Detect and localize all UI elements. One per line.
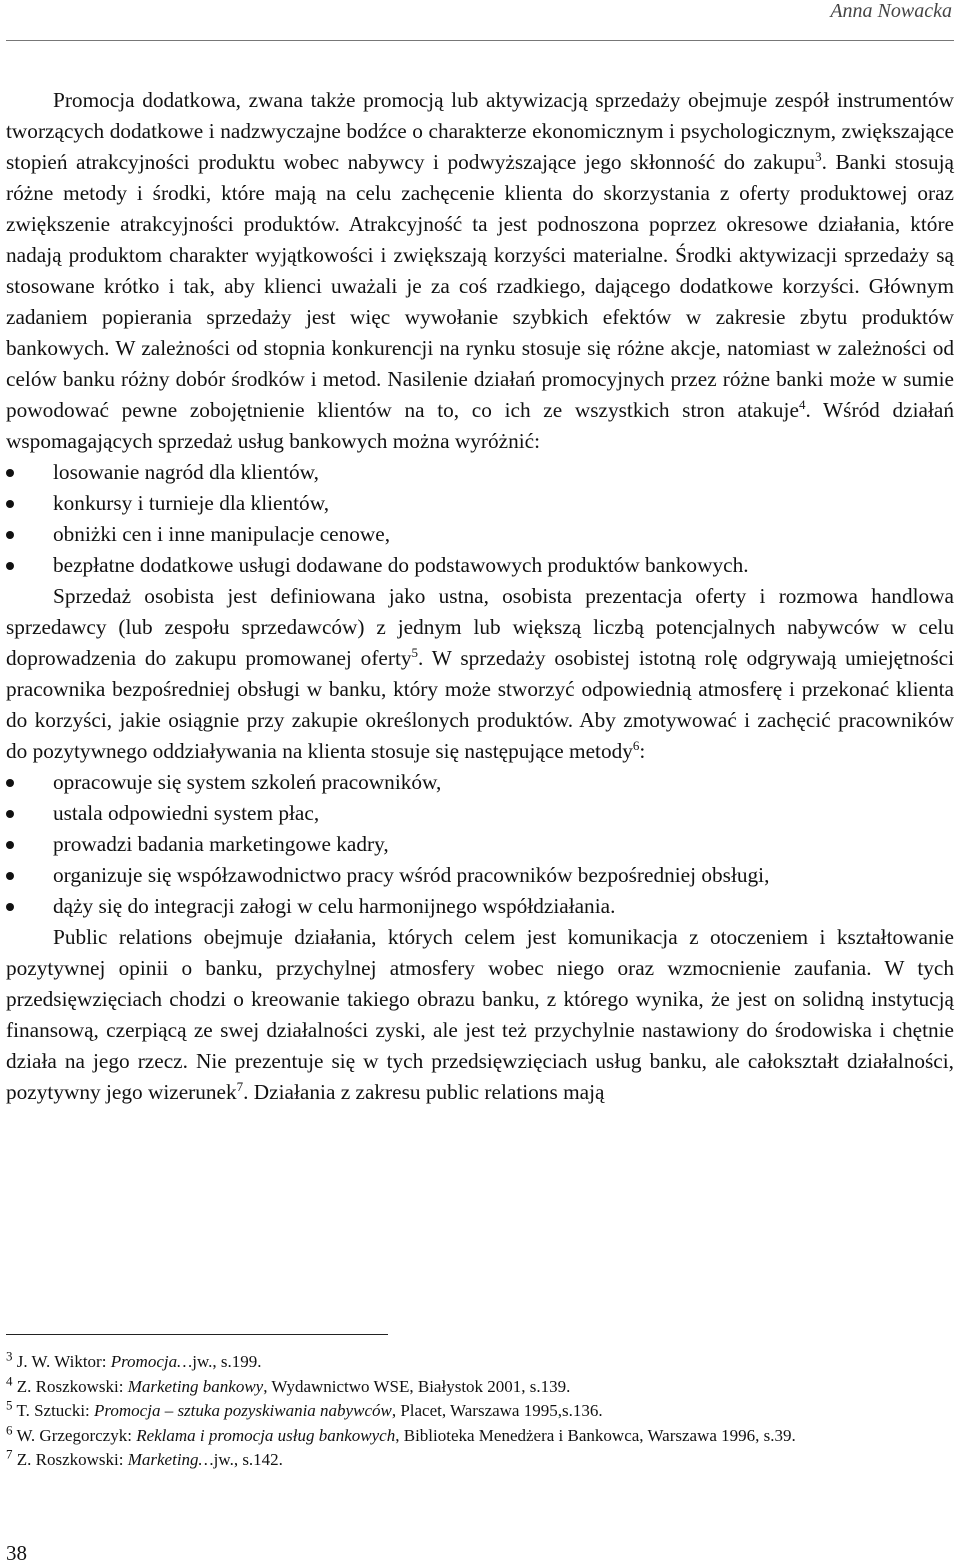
bullet-icon (6, 779, 14, 787)
list-item: dąży się do integracji załogi w celu harmonijnego współdziałania. (6, 891, 954, 922)
footnote-4: $^4$ Z. Roszkowski: Marketing bankowy, Wydawnictwo WSE, Białystok 2001, s.139. (6, 1372, 571, 1396)
list-item: opracowuje się system szkoleń pracowników, (6, 767, 954, 798)
footnote-5: $^5$ T. Sztucki: Promocja – sztuka pozyskiwania nabywców, Placet, Warszawa 1995,s.136. (6, 1397, 603, 1420)
list-item: prowadzi badania marketingowe kadry, (6, 829, 954, 860)
bullet-icon (6, 872, 14, 880)
bullet-icon (6, 500, 14, 508)
page-number: 38 (6, 1541, 27, 1565)
footnote-ref-5[interactable]: 5 (411, 644, 419, 660)
list-item: ustala odpowiedni system płac, (6, 798, 954, 829)
document-page (6, 0, 954, 1108)
list-item: losowanie nagród dla klientów, (6, 457, 954, 488)
list-item: obniżki cen i inne manipulacje cenowe, (6, 519, 954, 550)
footnote-3: $^3$ J. W. Wiktor: Promocja…jw., s.199. (6, 1348, 262, 1371)
footnotes (6, 1350, 952, 1473)
body-text (6, 85, 954, 1108)
bullet-icon (6, 841, 14, 849)
list-item: bezpłatne dodatkowe usługi dodawane do podstawowych produktów bankowych. (6, 550, 954, 581)
footnote-6: $^6$ W. Grzegorczyk: Reklama i promocja usług bankowych, Biblioteka Menedżera i Bankowca, Warszawa 1996, s.39. (6, 1421, 796, 1445)
footnote-rule (6, 1334, 388, 1335)
list-item: organizuje się współzawodnictwo pracy wśród pracowników bezpośredniej obsługi, (6, 860, 954, 891)
running-head-author: Anna Nowacka (830, 0, 952, 22)
list-item: konkursy i turnieje dla klientów, (6, 488, 954, 519)
footnote-ref-4[interactable]: 4 (798, 396, 806, 412)
header-rule (6, 40, 954, 41)
sales-support-list (6, 457, 954, 581)
paragraph-promotion: Promocja dodatkowa, zwana także promocją lub aktywizacją sprzedaży obejmuje zespół instrumentów tworzących dodatkowe i nadzwyczajne bodźce o charakterze ekonomicznym i psychologicznym, zwiększające stopień atrakcyjności produktu wobec nabywcy i podwyższające jego skłonność do zakupu$^3$. Banki stosują różne metody i środki, które mają na celu zachęcenie klienta do skorzystania z oferty produktowej oraz zwiększenie atrakcyjności produktów. Atrakcyjność ta jest podnoszona poprzez okresowe działania, które nadają produktom charakter wyjątkowości i zwiększają korzyści materialne. Środki aktywizacji sprzedaży są stosowane krótko i tak, aby klienci uważali je za coś rzadkiego, dającego dodatkowe korzyści. Głównym zadaniem popierania sprzedaży jest więc wywołanie szybkich efektów w zakresie zbytu produktów bankowych. W zależności od stopnia konkurencji na rynku stosuje się różne akcje, natomiast w zależności od celów banku różny dobór środków i metod. Nasilenie działań promocyjnych przez różne banki może w sumie powodować pewne zobojętnienie klientów na to, co ich ze wszystkich stron atakuje$^4$. Wśród działań wspomagających sprzedaż usług bankowych można wyróżnić: (6, 88, 954, 453)
bullet-icon (6, 903, 14, 911)
footnote-ref-3[interactable]: 3 (815, 148, 822, 164)
footnote-ref-6[interactable]: 6 (632, 737, 640, 753)
motivation-methods-list (6, 767, 954, 922)
bullet-icon (6, 531, 14, 539)
bullet-icon (6, 469, 14, 477)
paragraph-public-relations: Public relations obejmuje działania, których celem jest komunikacja z otoczeniem i kształtowanie pozytywnej opinii o banku, przychylnej atmosfery wobec niego oraz wzmocnienie zaufania. W tych przedsięwzięciach chodzi o kreowanie takiego obrazu banku, z którego wynika, że jest on solidną instytucją finansową, czerpiącą ze swej działalności zyski, ale jest też przychylnie nastawiony do środowiska i chętnie działa na jego rzecz. Nie prezentuje się w tych przedsięwzięciach usług banku, ale całokształt działalności, pozytywny jego wizerunek$^7$. Działania z zakresu public relations mają (6, 925, 954, 1104)
footnote-7: $^7$ Z. Roszkowski: Marketing…jw., s.142. (6, 1446, 283, 1469)
footnote-ref-7[interactable]: 7 (236, 1078, 244, 1094)
bullet-icon (6, 562, 14, 570)
bullet-icon (6, 810, 14, 818)
paragraph-personal-selling: Sprzedaż osobista jest definiowana jako ustna, osobista prezentacja oferty i rozmowa handlowa sprzedawcy (lub zespołu sprzedawców) z jednym lub większą liczbą potencjalnych nabywców w celu doprowadzenia do zakupu promowanej oferty$^5$. W sprzedaży osobistej istotną rolę odgrywają umiejętności pracownika bezpośredniej obsługi w banku, który może stworzyć odpowiednią atmosferę i przekonać klienta do korzyści, jakie osiągnie przy zakupie określonych produktów. Aby zmotywować i zachęcić pracowników do pozytywnego oddziaływania na klienta stosuje się następujące metody$^6$: (6, 584, 954, 763)
